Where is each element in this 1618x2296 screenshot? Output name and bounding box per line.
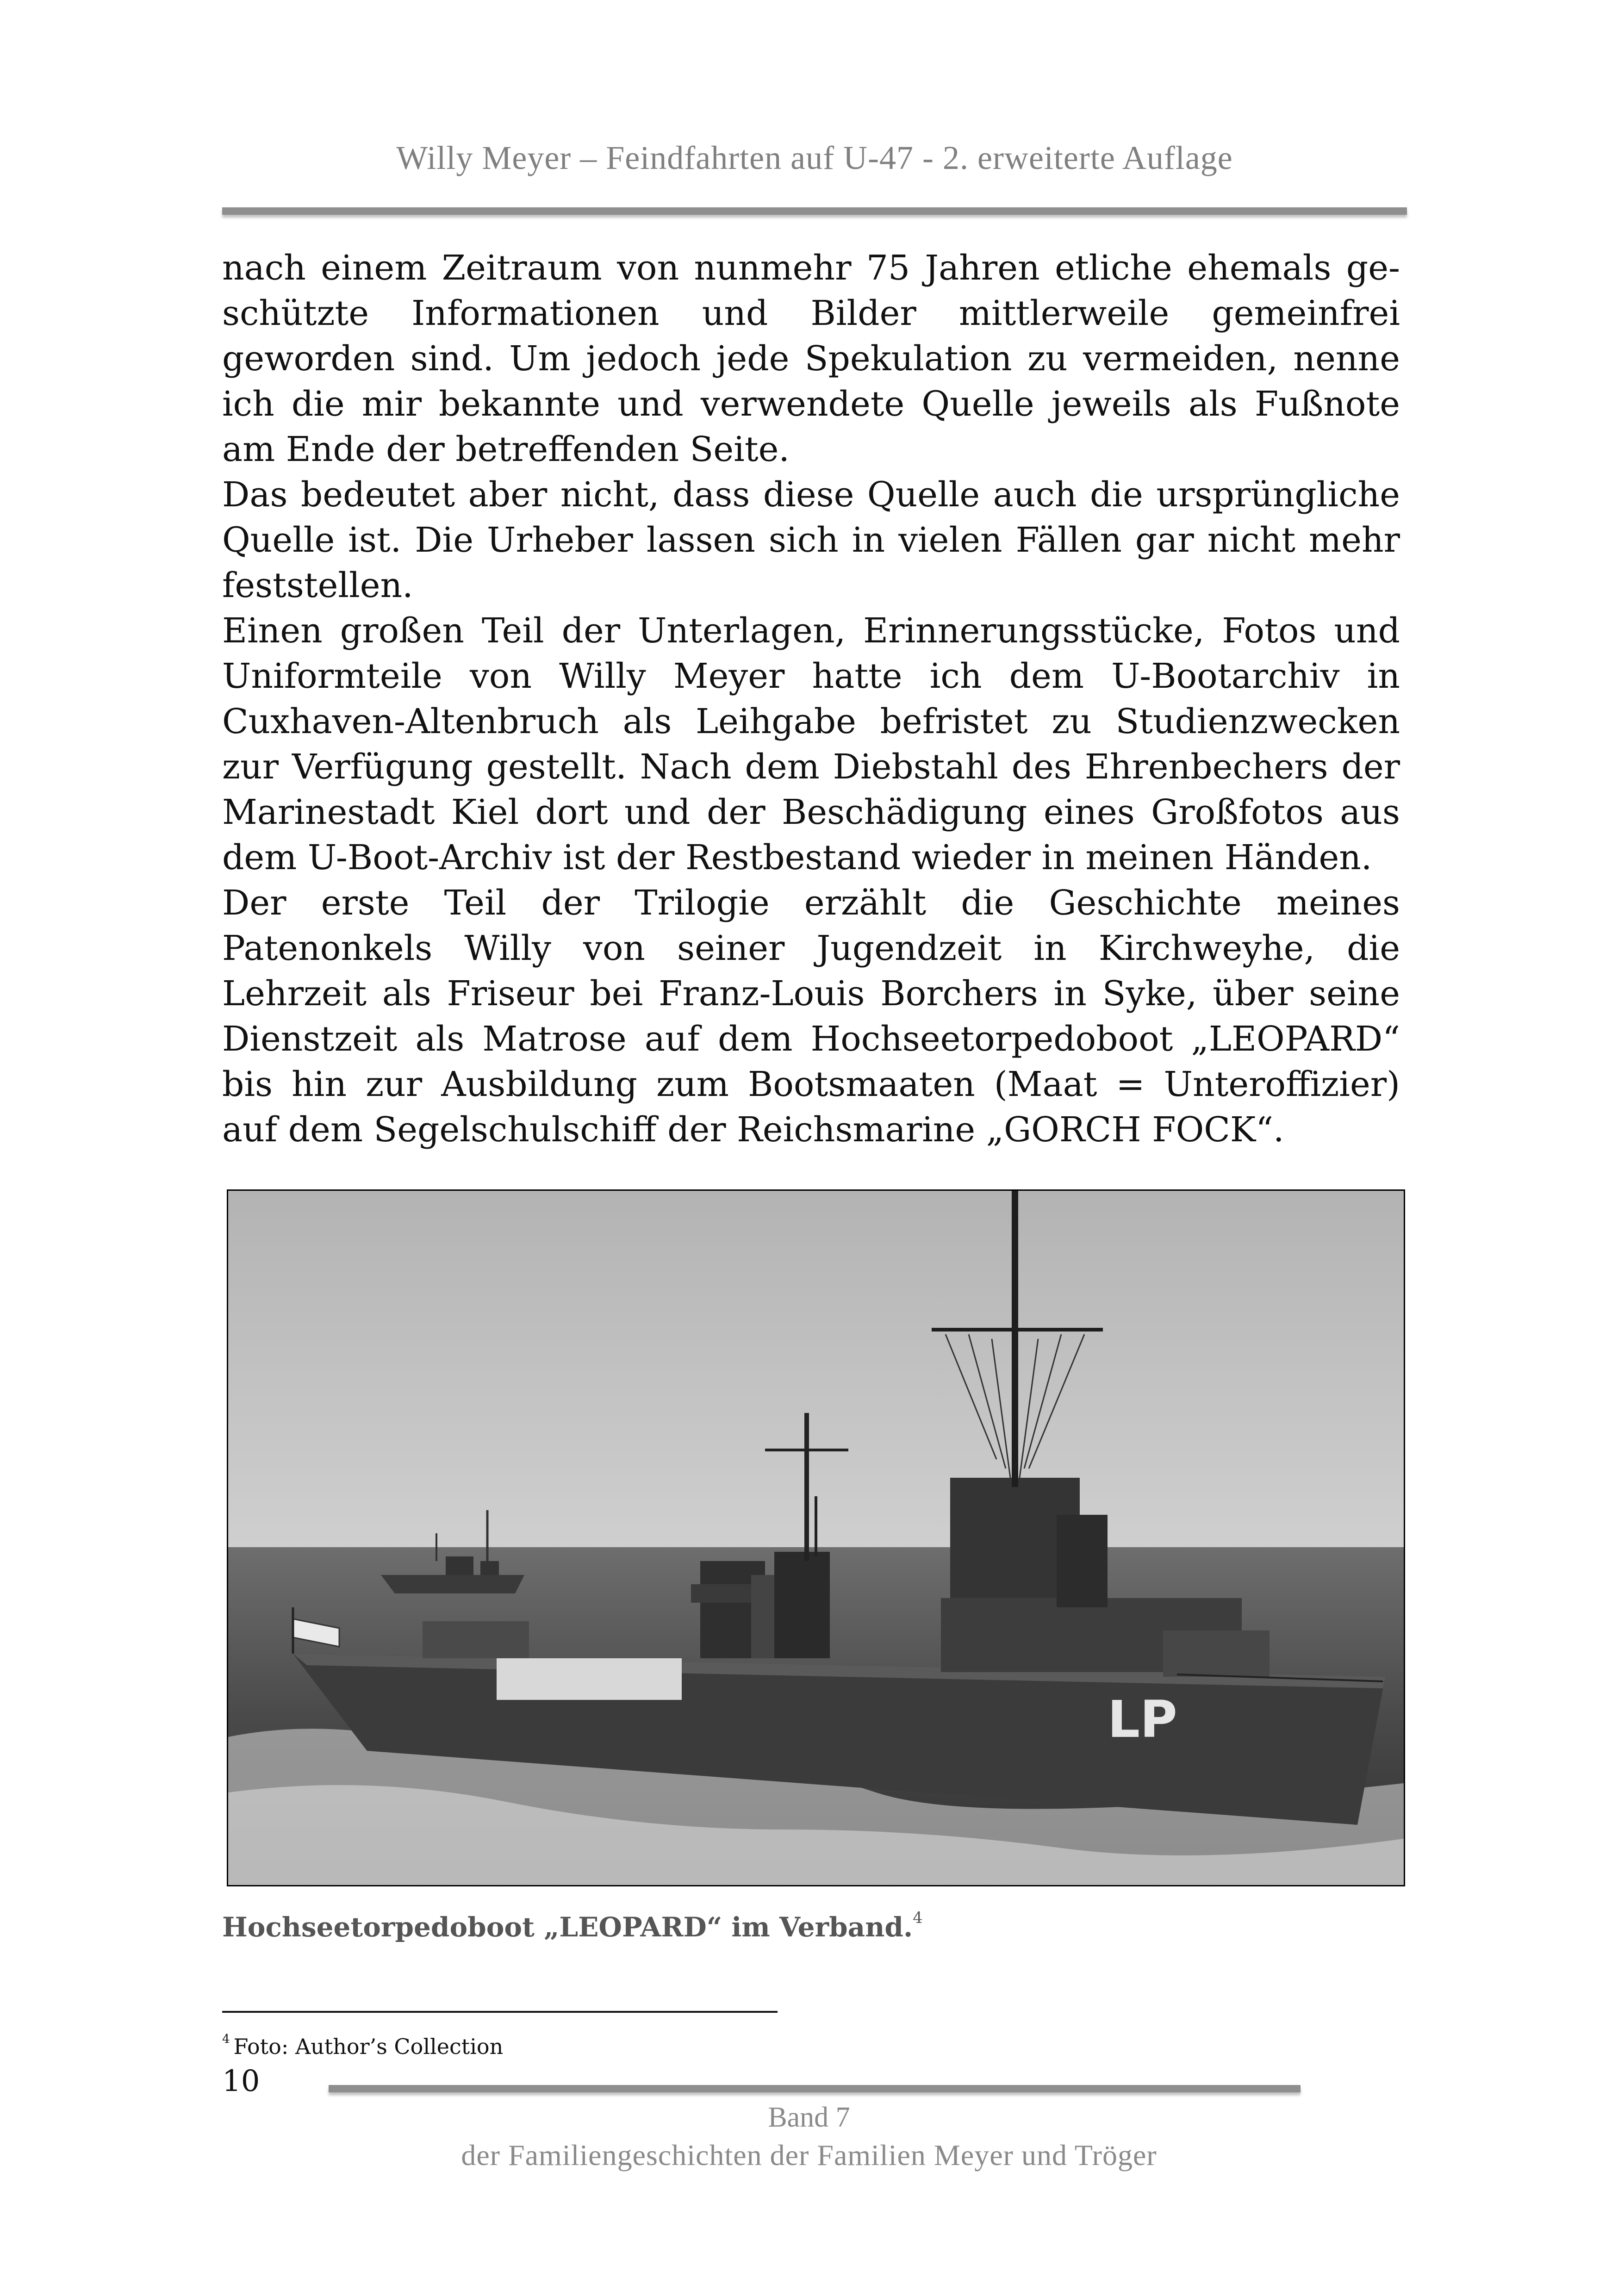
body-text bbox=[222, 245, 1400, 1152]
ship-photo-illustration bbox=[228, 1191, 1404, 1885]
paragraph-1: nach einem Zeitraum von nunmehr 75 Jahren etliche ehemals geschützte Informationen und Bilder mittlerweile gemeinfrei geworden sind. Um jedoch jede Spekulation zu vermeiden, nenne ich die mir bekannte und verwendete Quelle jeweils als Fußnote am Ende der betreffenden Seite. bbox=[222, 248, 1400, 469]
paragraph-3: Einen großen Teil der Unterlagen, Erinnerungsstücke, Fotos und Uniformteile von Willy Meyer hatte ich dem U-Bootarchiv in Cuxhaven-Altenbruch als Leihgabe befristet zu Studienzwecken zur Verfügung gestellt. Nach dem Diebstahl des Ehrenbechers der Marinestadt Kiel dort und der Beschädigung eines Großfotos aus dem U-Boot-Archiv ist der Restbestand wieder in meinen Händen. bbox=[222, 611, 1400, 877]
paragraph-2: Das bedeutet aber nicht, dass diese Quelle auch die ursprüngliche Quelle ist. Die Urheber lassen sich in vielen Fällen gar nicht mehr feststellen. bbox=[222, 475, 1400, 605]
hull-marking: LP bbox=[1108, 1690, 1177, 1749]
footnote-marker: 4 bbox=[222, 2032, 230, 2046]
running-header: Willy Meyer – Feindfahrten auf U-47 - 2. erweiterte Auflage bbox=[396, 139, 1233, 176]
footer-volume: Band 7 bbox=[768, 2102, 850, 2133]
caption-text: Hochseetorpedoboot „LEOPARD“ im Verband. bbox=[222, 1911, 913, 1943]
figure-caption bbox=[222, 1911, 923, 1943]
footnote bbox=[222, 2034, 503, 2059]
caption-footnote-ref: 4 bbox=[913, 1909, 923, 1927]
sky bbox=[228, 1191, 1404, 1547]
paragraph-4: Der erste Teil der Trilogie erzählt die Geschichte meines Patenonkels Willy von seiner Jugendzeit in Kirchweyhe, die Lehrzeit als Friseur bei Franz-Louis Borchers in Syke, über seine Dienstzeit als Matrose auf dem Hochseetorpedoboot „LEOPARD“ bis hin zur Ausbildung zum Bootsmaaten (Maat = Unteroffizier) auf dem Segelschulschiff der Reichsmarine „GORCH FOCK“. bbox=[222, 883, 1400, 1150]
footer-divider bbox=[329, 2085, 1301, 2092]
page-number: 10 bbox=[222, 2064, 260, 2098]
footer-series-title: der Familiengeschichten der Familien Meyer und Tröger bbox=[461, 2139, 1157, 2172]
footnote-divider bbox=[222, 2011, 778, 2013]
header-divider bbox=[222, 207, 1407, 215]
ship-photo bbox=[227, 1189, 1405, 1886]
footnote-text: Foto: Author’s Collection bbox=[233, 2034, 504, 2059]
